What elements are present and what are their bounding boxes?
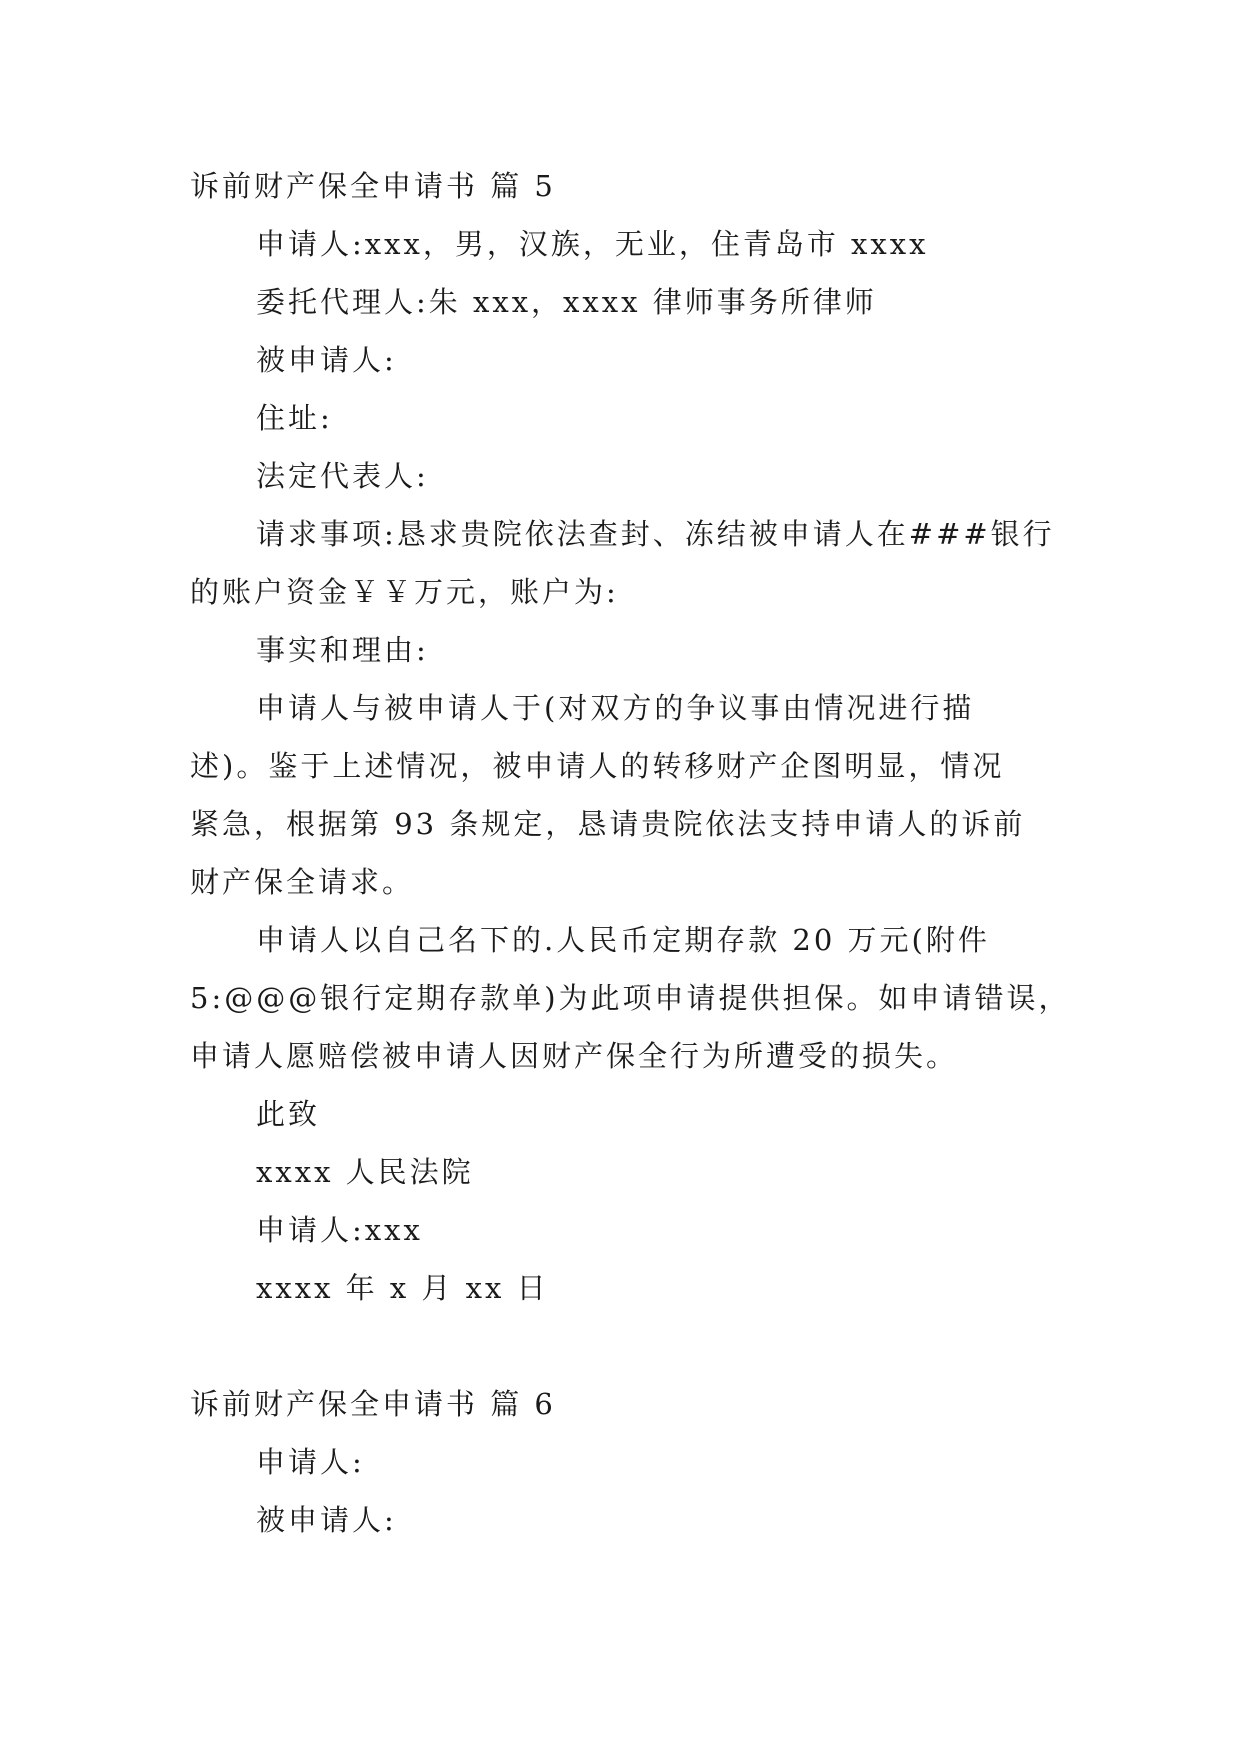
section5-facts-p2-line2: 5:@@@银行定期存款单)为此项申请提供担保。如申请错误，: [190, 981, 1071, 1015]
section5-facts-heading: 事实和理由:: [256, 633, 429, 667]
section5-facts-p1-line2: 述)。鉴于上述情况，被申请人的转移财产企图明显，情况: [190, 749, 1005, 783]
section5-facts-p1-line3: 紧急，根据第 93 条规定，恳请贵院依法支持申请人的诉前: [190, 807, 1026, 841]
section5-request-line2: 的账户资金￥￥万元，账户为:: [190, 575, 619, 609]
section6-applicant: 申请人:: [256, 1445, 365, 1479]
section5-court: xxxx 人民法院: [256, 1155, 474, 1189]
section5-facts-p1-line4: 财产保全请求。: [190, 865, 415, 899]
section5-address: 住址:: [256, 401, 333, 435]
section5-agent: 委托代理人:朱 xxx，xxxx 律师事务所律师: [256, 285, 877, 319]
section6-title: 诉前财产保全申请书 篇 6: [190, 1387, 556, 1421]
section5-title: 诉前财产保全申请书 篇 5: [190, 169, 556, 203]
section5-legal-rep: 法定代表人:: [256, 459, 429, 493]
section5-facts-p2-line1: 申请人以自己名下的.人民币定期存款 20 万元(附件: [256, 923, 990, 957]
section5-applicant: 申请人:xxx，男，汉族，无业，住青岛市 xxxx: [256, 227, 929, 261]
section5-date: xxxx 年 x 月 xx 日: [256, 1271, 549, 1305]
section5-request-line1: 请求事项:恳求贵院依法查封、冻结被申请人在###银行: [256, 517, 1055, 551]
section5-signature: 申请人:xxx: [256, 1213, 423, 1247]
section5-respondent: 被申请人:: [256, 343, 397, 377]
section5-closing: 此致: [256, 1097, 321, 1131]
section5-facts-p1-line1: 申请人与被申请人于(对双方的争议事由情况进行描: [256, 691, 975, 725]
section6-respondent: 被申请人:: [256, 1503, 397, 1537]
section5-facts-p2-line3: 申请人愿赔偿被申请人因财产保全行为所遭受的损失。: [190, 1039, 959, 1073]
